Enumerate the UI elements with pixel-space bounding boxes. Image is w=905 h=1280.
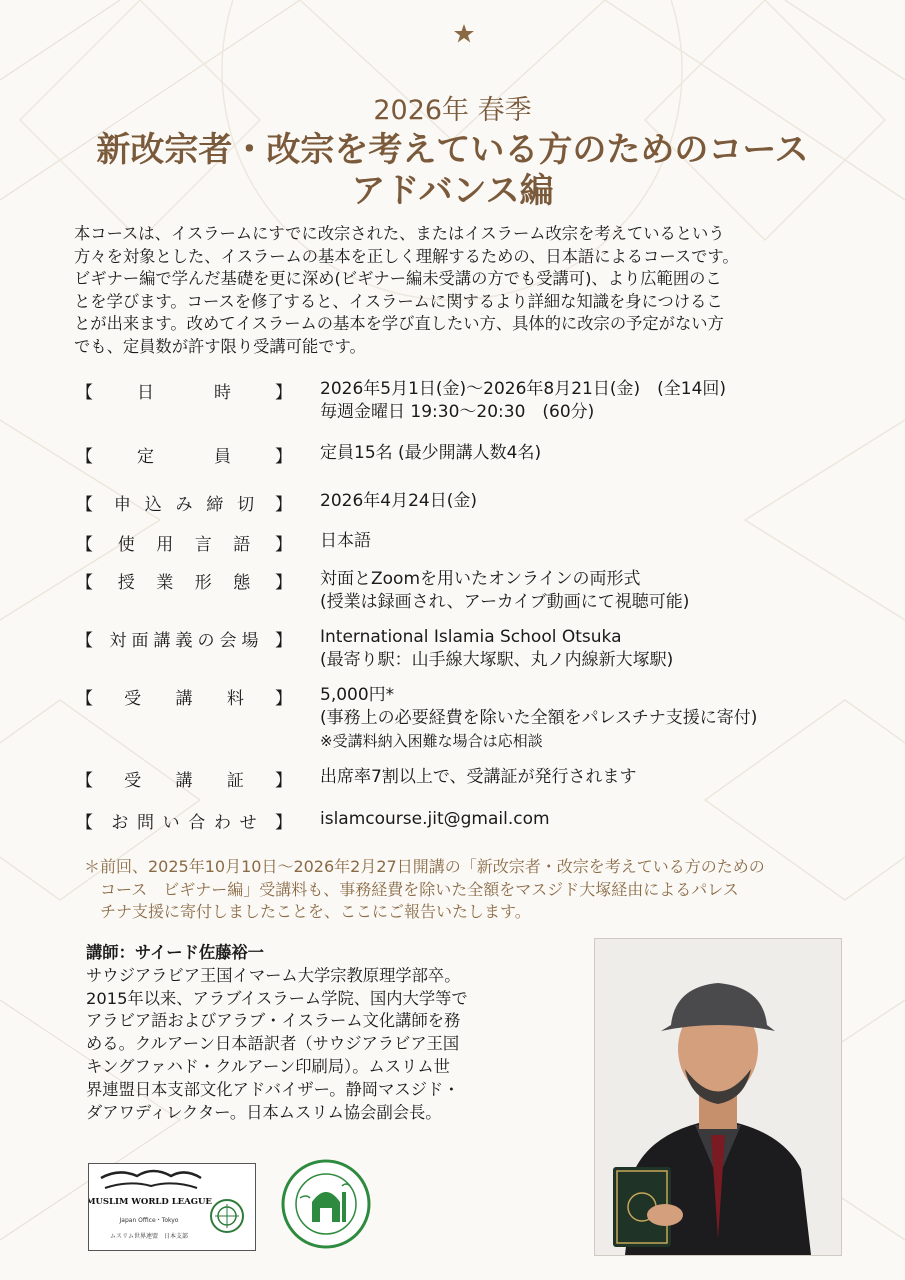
bracket-close: 】 (275, 572, 292, 593)
label-char: 対 (109, 630, 127, 651)
label-char: 業 (156, 572, 174, 593)
detail-value-line: (最寄り駅：山手線大塚駅、丸ノ内線新大塚駅) (320, 650, 674, 670)
label-char: 形 (194, 572, 212, 593)
detail-value (320, 626, 840, 672)
description-line: とが出来ます。改めてイスラームの基本を学び直したい方、具体的に改宗の予定がない方 (74, 314, 724, 333)
note-line: コース ビギナー編」受講料も、事務経費を除いた全額をマスジド大塚経由によるパレス (84, 879, 739, 899)
detail-value-line: 定員15名 (最少開講人数4名) (320, 443, 542, 463)
bio-line: める。クルアーン日本語訳者（サウジアラビア王国 (86, 1034, 460, 1054)
label-char: 込 (144, 494, 162, 515)
label-char: 日 (137, 382, 154, 403)
detail-label (76, 808, 292, 832)
label-char: み (175, 494, 193, 515)
course-subtitle: アドバンス編 (351, 171, 554, 211)
bio-line: サウジアラビア王国イマーム大学宗教原理学部卒。 (86, 965, 461, 985)
detail-value-line: (事務上の必要経費を除いた全額をパレスチナ支援に寄付) (320, 708, 758, 728)
detail-value (320, 442, 840, 465)
contact-email: islamcourse.jit@gmail.com (320, 809, 550, 829)
detail-value-line: 出席率7割以上で、受講証が発行されます (320, 767, 637, 787)
detail-label (76, 530, 292, 554)
bracket-open: 【 (76, 630, 93, 651)
donation-note (84, 856, 844, 924)
bracket-close: 】 (275, 770, 292, 791)
label-char: 証 (226, 770, 244, 791)
bio-line: キングファハド・クルアーン印刷局）。ムスリム世 (86, 1056, 450, 1076)
label-char: せ (239, 812, 257, 833)
description-line: 本コースは、イスラームにすでに改宗された、またはイスラーム改宗を考えているという (74, 224, 725, 243)
label-char: 料 (226, 688, 244, 709)
detail-value (320, 568, 840, 614)
bracket-open: 【 (76, 534, 93, 555)
bracket-open: 【 (76, 382, 93, 403)
detail-value-line: 5,000円* (320, 685, 395, 705)
crescent-star-icon (418, 12, 488, 92)
detail-label (76, 568, 292, 592)
instructor-photo (594, 938, 842, 1256)
mosque-center-logo (280, 1158, 372, 1250)
bracket-close: 】 (275, 382, 292, 403)
label-char: 使 (117, 534, 135, 555)
detail-label (76, 626, 292, 650)
label-char: 会 (219, 630, 237, 651)
bio-line: 界連盟日本支部文化アドバイザー。静岡マスジド・ (86, 1079, 460, 1099)
bracket-open: 【 (76, 572, 93, 593)
label-char: の (197, 630, 215, 651)
bracket-close: 】 (275, 534, 292, 555)
label-char: 締 (206, 494, 224, 515)
label-char: 時 (214, 382, 231, 403)
detail-label (76, 490, 292, 514)
detail-value-line: 日本語 (320, 531, 371, 551)
bracket-close: 】 (275, 688, 292, 709)
description-line: とを学びます。コースを修了すると、イスラームに関するより詳細な知識を身につけるこ (74, 291, 723, 311)
label-char: 問 (136, 812, 154, 833)
muslim-world-league-logo (88, 1163, 256, 1251)
label-char: 用 (156, 534, 174, 555)
course-title: 新改宗者・改宗を考えている方のためのコース (96, 130, 809, 170)
detail-value (320, 684, 840, 753)
detail-value-line: 対面とZoomを用いたオンラインの両形式 (320, 569, 641, 589)
label-char: 定 (137, 446, 154, 467)
detail-value (320, 766, 840, 789)
detail-value (320, 378, 840, 424)
bracket-close: 】 (275, 630, 292, 651)
label-char: 申 (113, 494, 131, 515)
course-year: 2026年 春季 (373, 95, 532, 126)
bracket-open: 【 (76, 446, 93, 467)
bio-line: アラビア語およびアラブ・イスラーム文化講師を務 (86, 1011, 461, 1031)
bio-line: 2015年以来、アラブイスラーム学院、国内大学等で (86, 988, 468, 1008)
label-char: 授 (117, 572, 135, 593)
detail-value-line: International Islamia School Otsuka (320, 627, 622, 647)
bracket-open: 【 (76, 770, 93, 791)
label-char: お (111, 812, 129, 833)
label-char: 講 (175, 688, 193, 709)
label-char: 面 (131, 630, 149, 651)
label-char: 講 (175, 770, 193, 791)
label-char: 語 (233, 534, 251, 555)
label-char: 合 (188, 812, 206, 833)
detail-value-line: 2026年5月1日(金)〜2026年8月21日(金) (全14回) (320, 379, 727, 399)
instructor-profile (86, 942, 606, 1124)
bracket-close: 】 (275, 446, 292, 467)
bracket-close: 】 (275, 812, 292, 833)
label-char: 切 (237, 494, 255, 515)
label-char: 言 (194, 534, 212, 555)
mwl-office: Japan Office・Tokyo (119, 1217, 179, 1224)
bracket-open: 【 (76, 688, 93, 709)
note-line: ＊前回、2025年10月10日〜2026年2月27日開講の「新改宗者・改宗を考えている方のための (84, 857, 765, 876)
mwl-english-name: MUSLIM WORLD LEAGUE (89, 1197, 212, 1207)
detail-value (320, 808, 840, 831)
instructor-name: 講師：サイード佐藤裕一 (86, 943, 264, 962)
bracket-close: 】 (275, 494, 292, 515)
bracket-open: 【 (76, 812, 93, 833)
note-line: チナ支援に寄付しましたことを、ここにご報告いたします。 (84, 902, 531, 921)
course-description (74, 223, 834, 358)
label-char: 場 (241, 630, 259, 651)
label-char: 態 (233, 572, 251, 593)
label-char: 員 (214, 446, 231, 467)
detail-value-line: ※受講料納入困難な場合は応相談 (320, 732, 543, 750)
description-line: でも、定員数が許す限り受講可能です。 (74, 336, 366, 356)
label-char: わ (213, 812, 231, 833)
detail-value-line: 2026年4月24日(金) (320, 491, 477, 511)
detail-value-line: (授業は録画され、アーカイブ動画にて視聴可能) (320, 592, 690, 612)
detail-label (76, 684, 292, 708)
bio-line: ダアワディレクター。日本ムスリム協会副会長。 (86, 1102, 442, 1122)
label-char: 講 (153, 630, 171, 651)
description-line: 方々を対象とした、イスラームの基本を正しく理解するための、日本語によるコースです。 (74, 246, 739, 266)
detail-value-line: 毎週金曜日 19:30〜20:30 (60分) (320, 402, 595, 422)
label-char: 受 (124, 770, 142, 791)
label-char: 義 (175, 630, 193, 651)
detail-value (320, 490, 840, 513)
label-char: い (162, 812, 180, 833)
detail-value (320, 530, 840, 553)
description-line: ビギナー編で学んだ基礎を更に深め(ビギナー編未受講の方でも受講可)、より広範囲のこ (74, 269, 722, 288)
detail-label (76, 378, 292, 402)
detail-label (76, 766, 292, 790)
detail-label (76, 442, 292, 466)
mwl-japanese-name: ムスリム世界連盟 日本支部 (109, 1233, 189, 1240)
label-char: 受 (124, 688, 142, 709)
bracket-open: 【 (76, 494, 93, 515)
